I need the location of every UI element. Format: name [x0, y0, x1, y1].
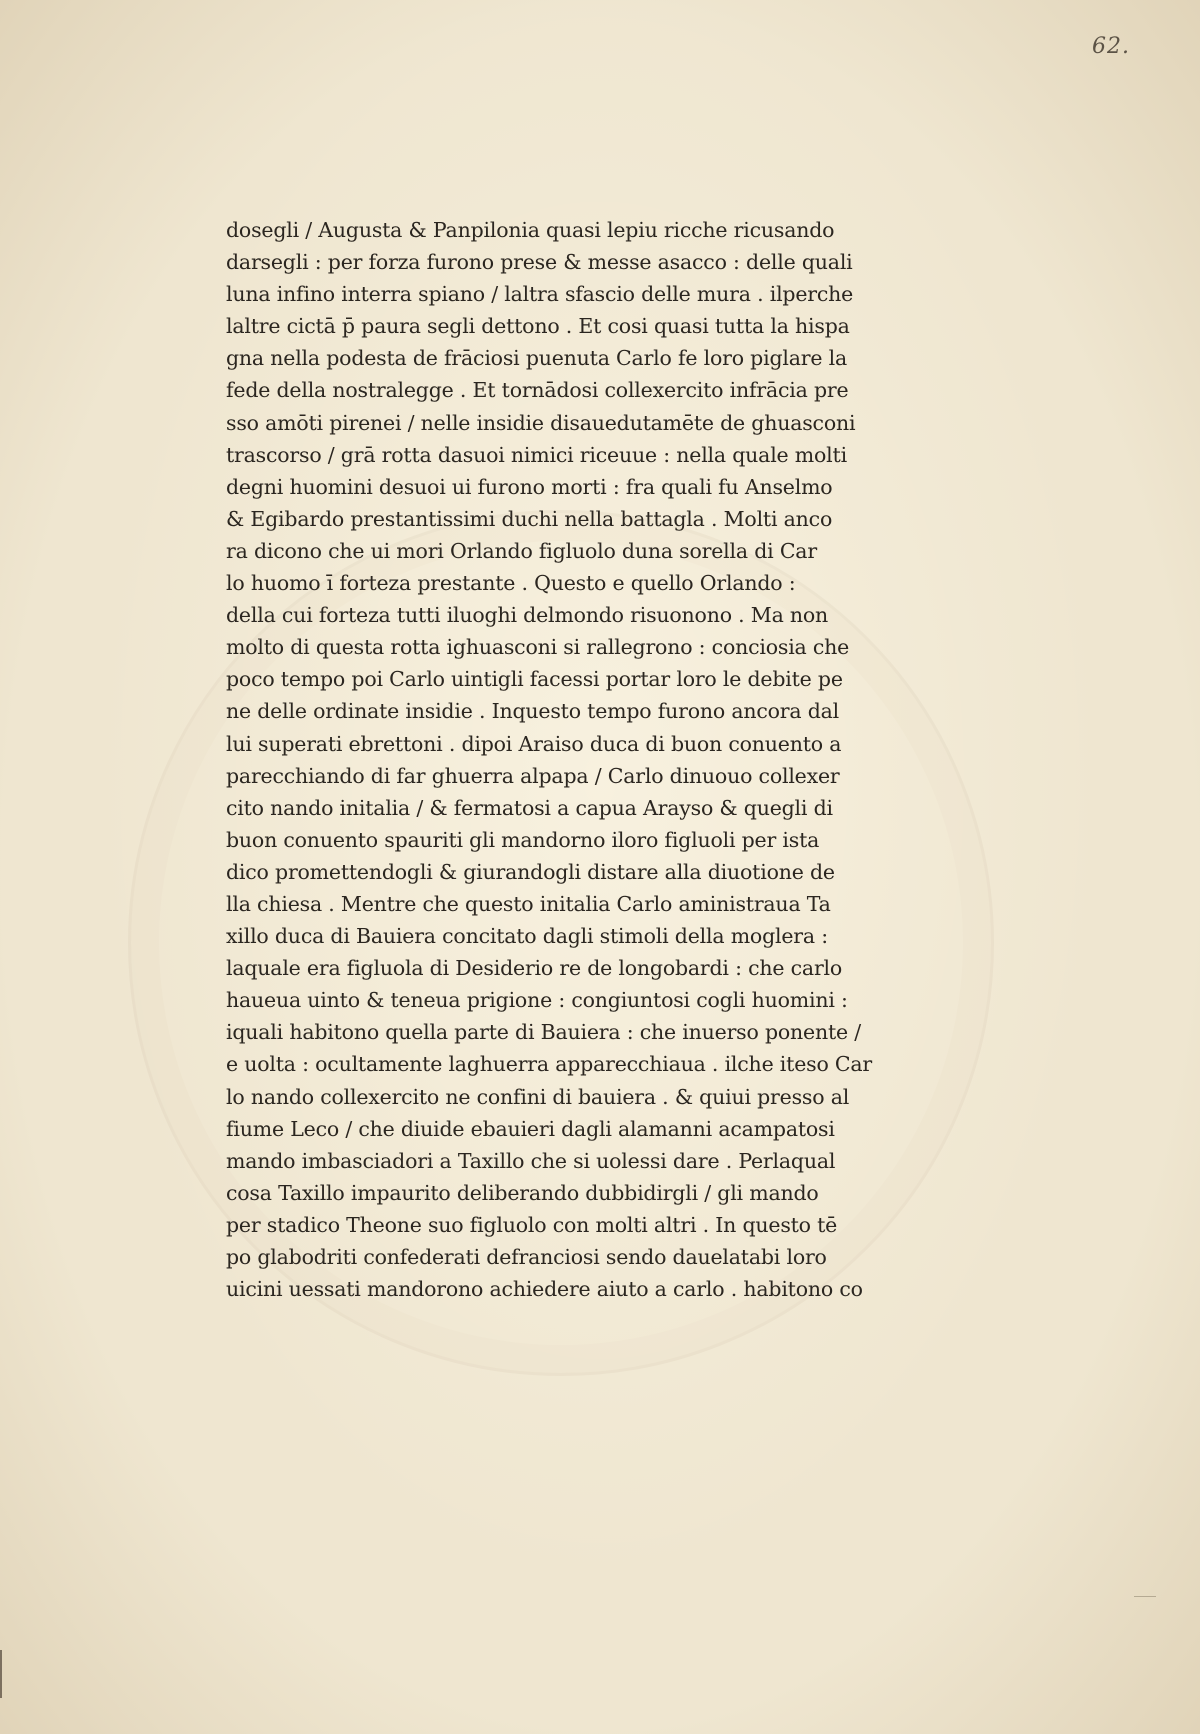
text-line: sso amōti pirenei / nelle insidie disauedutamēte de ghuasconi — [226, 410, 856, 435]
text-line: per stadico Theone suo figluolo con molti altri . In questo tē — [226, 1212, 838, 1237]
text-line: degni huomini desuoi ui furono morti : fra quali fu Anselmo — [226, 474, 833, 499]
text-line: lui superati ebrettoni . dipoi Araiso duca di buon conuento a — [226, 731, 842, 756]
text-line: lo nando collexercito ne confini di bauiera . & quiui presso al — [226, 1084, 850, 1109]
page-edge-rule — [1134, 1596, 1156, 1597]
text-line: buon conuento spauriti gli mandorno iloro figluoli per ista — [226, 827, 820, 852]
text-line: uicini uessati mandorono achiedere aiuto a carlo . habitono co — [226, 1277, 863, 1302]
text-line: poco tempo poi Carlo uintigli facessi portar loro le debite pe — [226, 667, 843, 692]
text-line: ne delle ordinate insidie . Inquesto tempo furono ancora dal — [226, 699, 840, 724]
text-line: po glabodriti confederati defranciosi sendo dauelatabi loro — [226, 1245, 827, 1269]
text-line: cosa Taxillo impaurito deliberando dubbidirgli / gli mando — [226, 1180, 819, 1205]
text-line: trascorso / grā rotta dasuoi nimici riceuue : nella quale molti — [226, 442, 847, 467]
text-line: xillo duca di Bauiera concitato dagli stimoli della moglera : — [226, 924, 828, 949]
text-line: della cui forteza tutti iluoghi delmondo risuonono . Ma non — [226, 603, 829, 628]
text-line: gna nella podesta de frāciosi puenuta Carlo fe loro piglare la — [226, 346, 847, 371]
folio-number: 62. — [1092, 34, 1130, 59]
text-line: e uolta : ocultamente laghuerra apparecchiaua . ilche iteso Car — [226, 1052, 873, 1077]
text-line: cito nando initalia / & fermatosi a capua Araysο & quegli di — [226, 795, 833, 820]
text-line: & Egibardo prestantissimi duchi nella battagla . Molti anco — [226, 506, 833, 531]
text-line: molto di questa rotta ighuasconi si rallegrono : conciosia che — [226, 635, 850, 660]
text-line: fede della nostralegge . Et tornādosi collexercito infrācia pre — [226, 378, 849, 403]
text-line: iquali habitono quella parte di Bauiera : che inuerso ponente / — [226, 1020, 861, 1045]
text-line: dosegli / Augusta & Panpilonia quasi lepiu ricche ricusando — [226, 218, 835, 242]
text-line: laltre cictā p̄ paura segli dettono . Et cosi quasi tutta la hispa — [226, 314, 850, 339]
text-block — [226, 214, 946, 1305]
text-line: lla chiesa . Mentre che questo initalia Carlo aministraua Ta — [226, 891, 831, 916]
page-edge-mark — [0, 1650, 2, 1698]
text-line: lo huomo ī forteza prestante . Questo e quello Orlando : — [226, 571, 796, 596]
text-line: mando imbasciadori a Taxillo che si uolessi dare . Perlaqual — [226, 1148, 836, 1173]
text-line: parecchiando di far ghuerra alpapa / Carlo dinuouo collexer — [226, 763, 840, 788]
text-line: dico promettendogli & giurandogli distare alla diuotione de — [226, 859, 835, 884]
text-line: haueua uinto & teneua prigione : congiuntosi cogli huomini : — [226, 988, 848, 1013]
text-line: darsegli : per forza furono prese & messe asacco : delle quali — [226, 250, 853, 275]
text-line: ra dicono che ui mori Orlando figluolo duna sorella di Car — [226, 538, 817, 563]
text-line: fiume Leco / che diuide ebauieri dagli alamanni acampatosi — [226, 1116, 835, 1141]
text-line: luna infino interra spiano / laltra sfascio delle mura . ilperche — [226, 282, 854, 307]
text-line: laquale era figluola di Desiderio re de longobardi : che carlo — [226, 956, 843, 981]
